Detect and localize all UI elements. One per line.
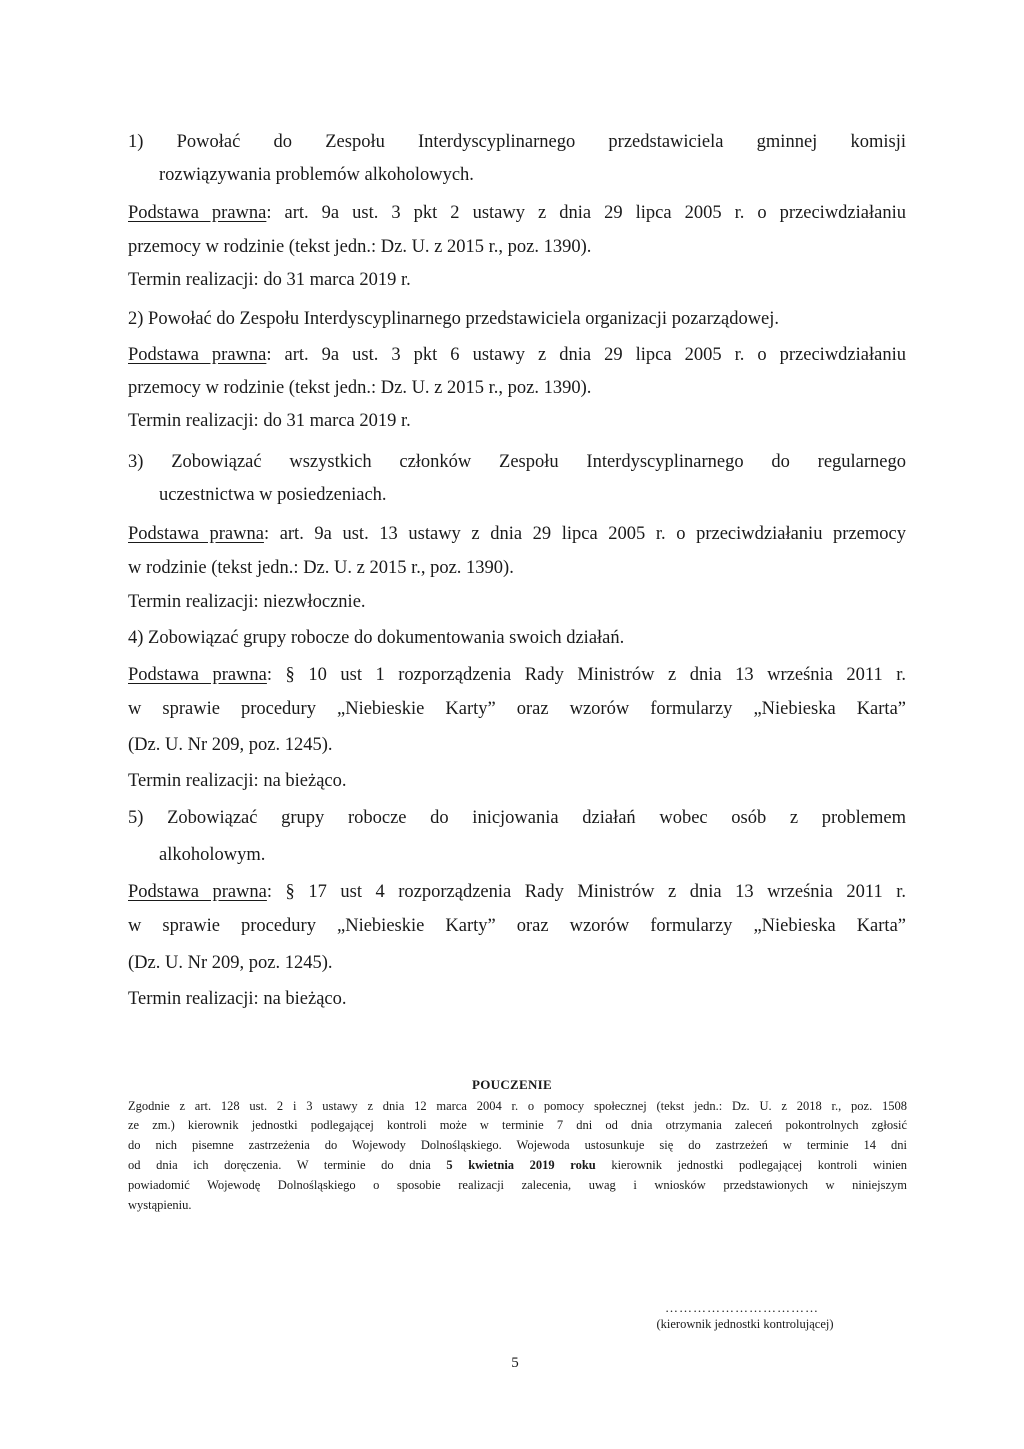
item-5-line-1: 5) Zobowiązać grupy robocze do inicjowania działań wobec osób z problemem [128, 808, 906, 828]
item-1-basis-2: przemocy w rodzinie (tekst jedn.: Dz. U. z 2015 r., poz. 1390). [128, 237, 592, 257]
item-5-basis: Podstawa prawna: § 17 ust 4 rozporządzenia Rady Ministrów z dnia 13 września 2011 r. [128, 882, 906, 902]
item-2-basis: Podstawa prawna: art. 9a ust. 3 pkt 6 ustawy z dnia 29 lipca 2005 r. o przeciwdziałaniu [128, 345, 906, 365]
item-3-line-1: 3) Zobowiązać wszystkich członków Zespołu Interdyscyplinarnego do regularnego [128, 452, 907, 472]
item-2-basis-2: przemocy w rodzinie (tekst jedn.: Dz. U. z 2015 r., poz. 1390). [128, 378, 592, 398]
item-5-basis-3: (Dz. U. Nr 209, poz. 1245). [128, 953, 333, 973]
legal-basis-label: Podstawa prawna [128, 524, 264, 544]
pouczenie-deadline: 5 kwietnia 2019 roku [446, 1158, 596, 1172]
item-4-line-1: 4) Zobowiązać grupy robocze do dokumentowania swoich działań. [128, 628, 625, 648]
item-4-basis: Podstawa prawna: § 10 ust 1 rozporządzenia Rady Ministrów z dnia 13 września 2011 r. [128, 665, 906, 685]
pouczenie-line-4: od dnia ich doręczenia. W terminie do dnia 5 kwietnia 2019 roku kierownik jednostki podlegającej kontroli winien [128, 1158, 907, 1172]
item-1-basis: Podstawa prawna: art. 9a ust. 3 pkt 2 ustawy z dnia 29 lipca 2005 r. o przeciwdziałaniu [128, 203, 906, 223]
item-3-label: 3) [128, 452, 144, 472]
item-1-deadline: Termin realizacji: do 31 marca 2019 r. [128, 270, 411, 290]
item-5-deadline: Termin realizacji: na bieżąco. [128, 989, 347, 1009]
pouczenie-line-6: wystąpieniu. [128, 1198, 192, 1212]
pouczenie-line-2: ze zm.) kierownik jednostki podlegającej kontroli może w terminie 7 dni od dnia otrzymania zaleceń pokontrolnych zgłosić [128, 1118, 907, 1132]
item-3-line-2: uczestnictwa w posiedzeniach. [159, 485, 387, 505]
item-4-basis-2: w sprawie procedury „Niebieskie Karty” oraz wzorów formularzy „Niebieska Karta” [128, 699, 906, 719]
item-5-label: 5) [128, 808, 144, 828]
item-1-label: 1) [128, 132, 144, 152]
legal-basis-label: Podstawa prawna [128, 665, 267, 685]
pouczenie-title: POUCZENIE [472, 1077, 552, 1092]
item-5-line-2: alkoholowym. [159, 845, 266, 865]
pouczenie-line-1: Zgodnie z art. 128 ust. 2 i 3 ustawy z dnia 12 marca 2004 r. o pomocy społecznej (tekst jedn.: Dz. U. z 2018 r., poz. 1508 [128, 1099, 907, 1113]
item-1-line-2: rozwiązywania problemów alkoholowych. [159, 165, 474, 185]
item-3-deadline: Termin realizacji: niezwłocznie. [128, 592, 366, 612]
item-1-line-1: 1) Powołać do Zespołu Interdyscyplinarnego przedstawiciela gminnej komisji [128, 132, 906, 152]
item-2-deadline: Termin realizacji: do 31 marca 2019 r. [128, 411, 411, 431]
item-3-basis: Podstawa prawna: art. 9a ust. 13 ustawy z dnia 29 lipca 2005 r. o przeciwdziałaniu przemocy [128, 524, 906, 544]
pouczenie-line-3: do nich pisemne zastrzeżenia do Wojewody Dolnośląskiego. Wojewoda ustosunkuje się do zastrzeżeń w terminie 14 dni [128, 1138, 907, 1152]
item-4-basis-3: (Dz. U. Nr 209, poz. 1245). [128, 735, 333, 755]
signature-label: (kierownik jednostki kontrolującej) [656, 1317, 834, 1331]
legal-basis-label: Podstawa prawna [128, 203, 267, 223]
item-4-deadline: Termin realizacji: na bieżąco. [128, 771, 347, 791]
legal-basis-label: Podstawa prawna [128, 882, 267, 902]
item-4-label: 4) [128, 628, 144, 648]
legal-basis-label: Podstawa prawna [128, 345, 267, 365]
item-2-line-1: 2) Powołać do Zespołu Interdyscyplinarnego przedstawiciela organizacji pozarządowej. [128, 309, 780, 329]
page-number: 5 [511, 1355, 519, 1371]
pouczenie-line-5: powiadomić Wojewodę Dolnośląskiego o sposobie realizacji zalecenia, uwag i wniosków przedstawionych w niniejszym [128, 1178, 907, 1192]
item-2-label: 2) [128, 309, 144, 329]
item-5-basis-2: w sprawie procedury „Niebieskie Karty” oraz wzorów formularzy „Niebieska Karta” [128, 916, 906, 936]
signature-line: …………………………… [665, 1300, 819, 1315]
item-3-basis-2: w rodzinie (tekst jedn.: Dz. U. z 2015 r., poz. 1390). [128, 558, 514, 578]
